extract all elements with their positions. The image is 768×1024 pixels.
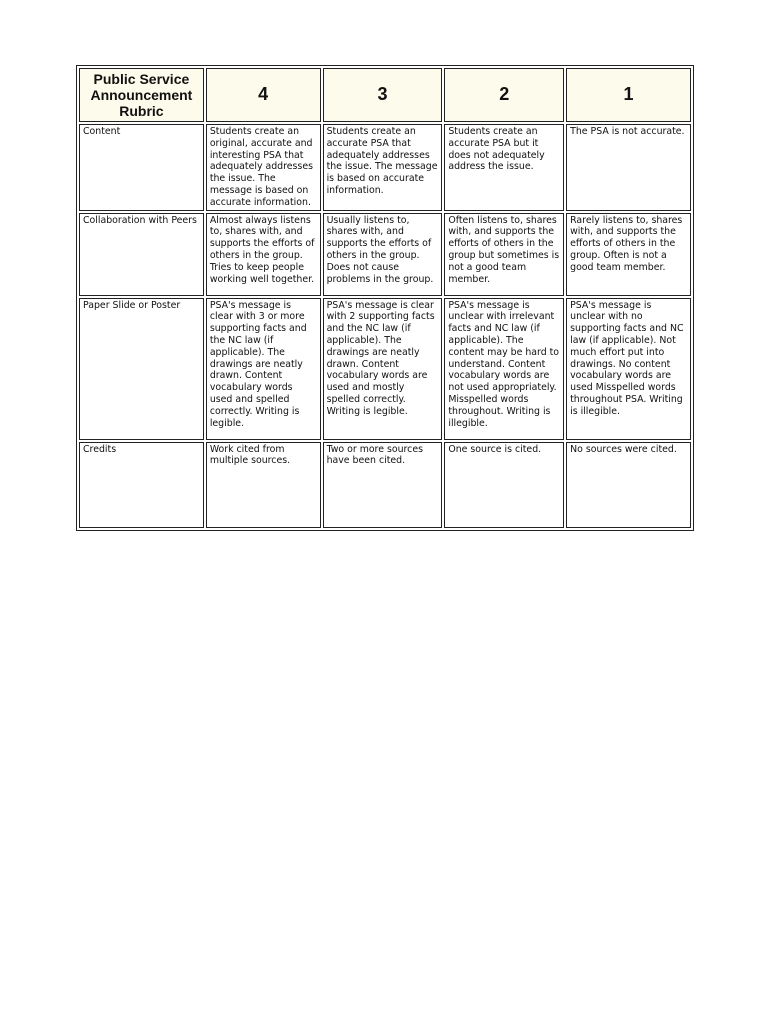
rubric-cell: No sources were cited. [566, 442, 691, 528]
criterion-content: Content [79, 124, 204, 211]
rubric-cell: PSA's message is unclear with no supporting facts and NC law (if applicable). Not much effort put into drawings. No content vocabulary words are used Misspelled words throughout PSA. Writing is illegible. [566, 298, 691, 440]
rubric-cell: The PSA is not accurate. [566, 124, 691, 211]
rubric-cell: PSA's message is clear with 3 or more supporting facts and the NC law (if applicable). The drawings are neatly drawn. Content vocabulary words used and spelled correctly. Writing is legible. [206, 298, 321, 440]
rubric-title: Public Service Announcement Rubric [79, 68, 204, 122]
table-row [79, 213, 691, 296]
rubric-cell: Students create an accurate PSA that adequately addresses the issue. The message is based on accurate information. [323, 124, 443, 211]
criterion-poster: Paper Slide or Poster [79, 298, 204, 440]
rubric-cell: PSA's message is clear with 2 supporting facts and the NC law (if applicable). The drawings are neatly drawn. Content vocabulary words are used and mostly spelled correctly. Writing is legible. [323, 298, 443, 440]
criterion-collaboration: Collaboration with Peers [79, 213, 204, 296]
table-row [79, 298, 691, 440]
rubric-cell: Almost always listens to, shares with, and supports the efforts of others in the group. Tries to keep people working well together. [206, 213, 321, 296]
score-header-1: 1 [566, 68, 691, 122]
rubric-cell: Work cited from multiple sources. [206, 442, 321, 528]
rubric-cell: Rarely listens to, shares with, and supports the efforts of others in the group. Often is not a good team member. [566, 213, 691, 296]
criterion-credits: Credits [79, 442, 204, 528]
rubric-cell: Often listens to, shares with, and supports the efforts of others in the group but sometimes is not a good team member. [444, 213, 564, 296]
rubric-cell: Two or more sources have been cited. [323, 442, 443, 528]
rubric-cell: Students create an accurate PSA but it does not adequately address the issue. [444, 124, 564, 211]
score-header-4: 4 [206, 68, 321, 122]
psa-rubric-table [76, 65, 694, 531]
rubric-cell: PSA's message is unclear with irrelevant facts and NC law (if applicable). The content may be hard to understand. Content vocabulary words are not used appropriately. Misspelled words throughout. Writing is illegible. [444, 298, 564, 440]
rubric-cell: Usually listens to, shares with, and supports the efforts of others in the group. Does not cause problems in the group. [323, 213, 443, 296]
rubric-cell: Students create an original, accurate and interesting PSA that adequately addresses the issue. The message is based on accurate information. [206, 124, 321, 211]
header-row [79, 68, 691, 122]
table-row [79, 124, 691, 211]
score-header-3: 3 [323, 68, 443, 122]
score-header-2: 2 [444, 68, 564, 122]
table-row [79, 442, 691, 528]
rubric-cell: One source is cited. [444, 442, 564, 528]
